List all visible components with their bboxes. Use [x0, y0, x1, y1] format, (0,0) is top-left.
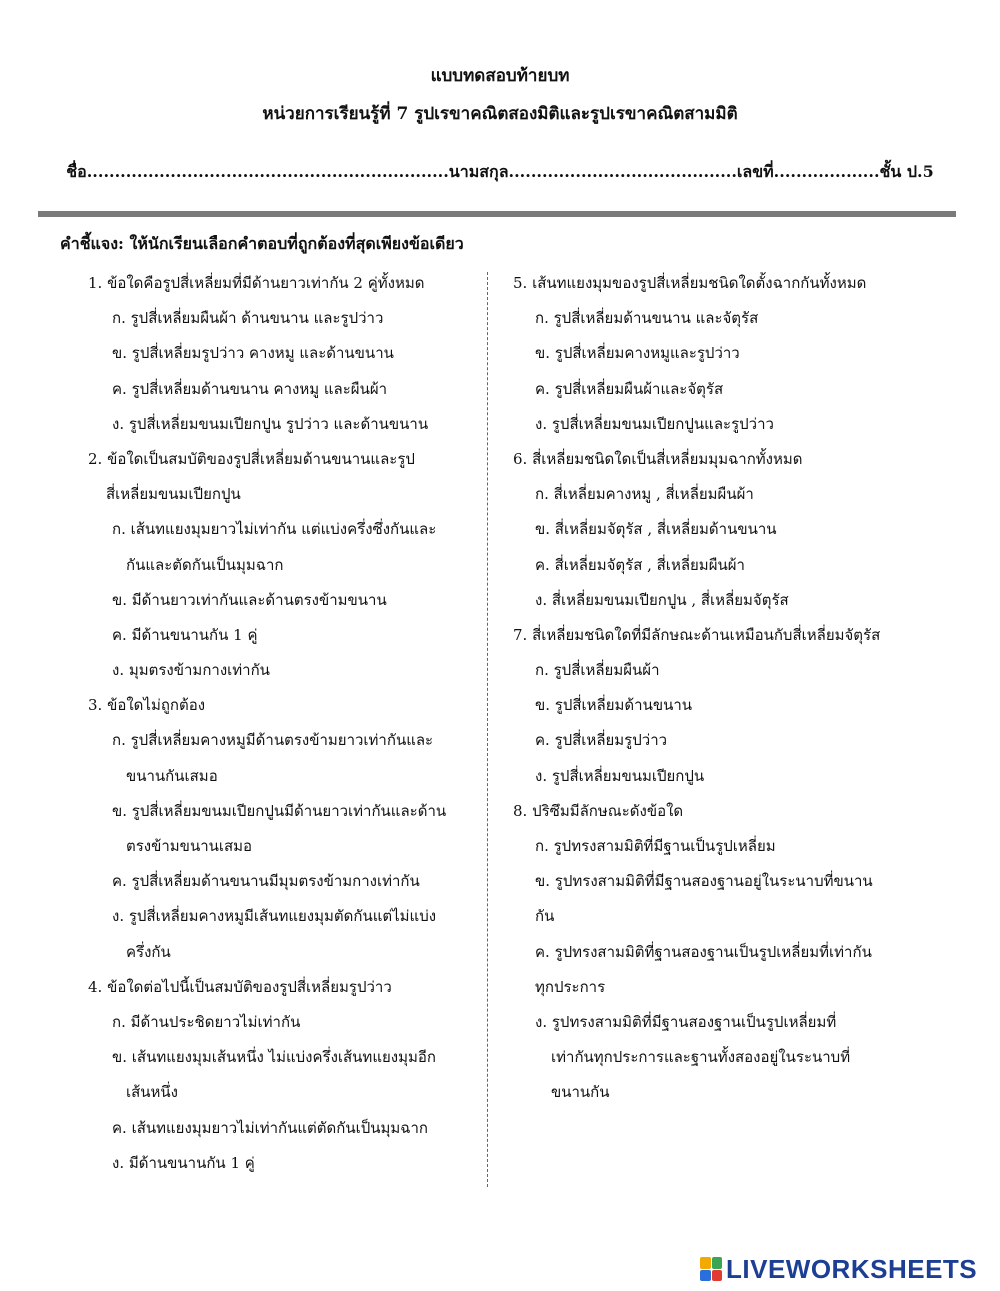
- option-4a[interactable]: ก. มีด้านประชิดยาวไม่เท่ากัน: [112, 1012, 301, 1031]
- worksheet-title: แบบทดสอบท้ายบท: [430, 66, 570, 86]
- option-6b[interactable]: ข. สี่เหลี่ยมจัตุรัส , สี่เหลี่ยมด้านขนาน: [535, 520, 777, 539]
- option-7c[interactable]: ค. รูปสี่เหลี่ยมรูปว่าว: [535, 731, 668, 750]
- option-2a-cont[interactable]: กันและตัดกันเป็นมุมฉาก: [126, 555, 284, 574]
- option-8b[interactable]: ข. รูปทรงสามมิติที่มีฐานสองฐานอยู่ในระนาบที่ขนาน: [535, 872, 873, 891]
- option-8d[interactable]: ง. รูปทรงสามมิติที่มีฐานสองฐานเป็นรูปเหลี่ยมที่: [535, 1012, 837, 1031]
- option-4b[interactable]: ข. เส้นทแยงมุมเส้นหนึ่ง ไม่แบ่งครึ่งเส้นทแยงมุมอีก: [112, 1048, 436, 1067]
- option-4d[interactable]: ง. มีด้านขนานกัน 1 คู่: [112, 1153, 255, 1172]
- option-1b[interactable]: ข. รูปสี่เหลี่ยมรูปว่าว คางหมู และด้านขนาน: [112, 344, 394, 363]
- option-2a[interactable]: ก. เส้นทแยงมุมยาวไม่เท่ากัน แต่แบ่งครึ่งซึ่งกันและ: [112, 520, 437, 539]
- option-4b-cont[interactable]: เส้นหนึ่ง: [126, 1083, 179, 1102]
- option-2b[interactable]: ข. มีด้านยาวเท่ากันและด้านตรงข้ามขนาน: [112, 590, 387, 609]
- instructions: คำชี้แจง: ให้นักเรียนเลือกคำตอบที่ถูกต้องที่สุดเพียงข้อเดียว: [60, 234, 464, 253]
- right-column: [513, 266, 953, 1111]
- option-2d[interactable]: ง. มุมตรงข้ามกางเท่ากัน: [112, 661, 270, 680]
- liveworksheets-logo: [700, 1254, 977, 1284]
- question-2: 2. ข้อใดเป็นสมบัติของรูปสี่เหลี่ยมด้านขนานและรูป: [88, 449, 415, 468]
- option-2c[interactable]: ค. มีด้านขนานกัน 1 คู่: [112, 625, 258, 644]
- option-8d-cont[interactable]: เท่ากันทุกประการและฐานทั้งสองอยู่ในระนาบที่: [551, 1048, 851, 1067]
- option-3a[interactable]: ก. รูปสี่เหลี่ยมคางหมูมีด้านตรงข้ามยาวเท่ากันและ: [112, 731, 434, 750]
- question-3: 3. ข้อใดไม่ถูกต้อง: [88, 696, 206, 715]
- question-1: 1. ข้อใดคือรูปสี่เหลี่ยมที่มีด้านยาวเท่ากัน 2 คู่ทั้งหมด: [88, 274, 425, 292]
- question-6: 6. สี่เหลี่ยมชนิดใดเป็นสี่เหลี่ยมมุมฉากทั้งหมด: [513, 449, 803, 468]
- option-7a[interactable]: ก. รูปสี่เหลี่ยมผืนผ้า: [535, 661, 660, 680]
- option-5a[interactable]: ก. รูปสี่เหลี่ยมด้านขนาน และจัตุรัส: [535, 309, 759, 328]
- option-6d[interactable]: ง. สี่เหลี่ยมขนมเปียกปูน , สี่เหลี่ยมจัตุรัส: [535, 590, 789, 609]
- option-1c[interactable]: ค. รูปสี่เหลี่ยมด้านขนาน คางหมู และผืนผ้า: [112, 379, 388, 398]
- option-4c[interactable]: ค. เส้นทแยงมุมยาวไม่เท่ากันแต่ตัดกันเป็นมุมฉาก: [112, 1118, 429, 1137]
- option-5b[interactable]: ข. รูปสี่เหลี่ยมคางหมูและรูปว่าว: [535, 344, 740, 363]
- option-3a-cont[interactable]: ขนานกันเสมอ: [126, 766, 218, 785]
- option-3b[interactable]: ข. รูปสี่เหลี่ยมขนมเปียกปูนมีด้านยาวเท่ากันและด้าน: [112, 801, 447, 820]
- option-1d[interactable]: ง. รูปสี่เหลี่ยมขนมเปียกปูน รูปว่าว และด้านขนาน: [112, 414, 429, 433]
- option-6c[interactable]: ค. สี่เหลี่ยมจัตุรัส , สี่เหลี่ยมผืนผ้า: [535, 555, 745, 574]
- option-8c-cont[interactable]: ทุกประการ: [535, 977, 606, 996]
- option-8b-cont[interactable]: กัน: [535, 907, 555, 926]
- option-8c[interactable]: ค. รูปทรงสามมิติที่ฐานสองฐานเป็นรูปเหลี่ยมที่เท่ากัน: [535, 942, 872, 961]
- option-7d[interactable]: ง. รูปสี่เหลี่ยมขนมเปียกปูน: [535, 766, 705, 785]
- option-6a[interactable]: ก. สี่เหลี่ยมคางหมู , สี่เหลี่ยมผืนผ้า: [535, 485, 754, 504]
- option-5c[interactable]: ค. รูปสี่เหลี่ยมผืนผ้าและจัตุรัส: [535, 379, 724, 398]
- question-8: 8. ปริซึมมีลักษณะดังข้อใด: [513, 801, 684, 820]
- option-7b[interactable]: ข. รูปสี่เหลี่ยมด้านขนาน: [535, 696, 693, 715]
- left-column: [88, 266, 480, 1181]
- question-5: 5. เส้นทแยงมุมของรูปสี่เหลี่ยมชนิดใดตั้งฉากกันทั้งหมด: [513, 274, 867, 292]
- option-5d[interactable]: ง. รูปสี่เหลี่ยมขนมเปียกปูนและรูปว่าว: [535, 414, 774, 433]
- option-8a[interactable]: ก. รูปทรงสามมิติที่มีฐานเป็นรูปเหลี่ยม: [535, 837, 776, 855]
- logo-text: LIVEWORKSHEETS: [726, 1253, 978, 1284]
- header-divider: [38, 211, 956, 217]
- logo-icon: [700, 1257, 722, 1281]
- question-7: 7. สี่เหลี่ยมชนิดใดที่มีลักษณะด้านเหมือนกับสี่เหลี่ยมจัตุรัส: [513, 625, 881, 644]
- question-4: 4. ข้อใดต่อไปนี้เป็นสมบัติของรูปสี่เหลี่ยมรูปว่าว: [88, 977, 392, 996]
- option-3b-cont[interactable]: ตรงข้ามขนานเสมอ: [126, 837, 253, 855]
- option-8d-cont2[interactable]: ขนานกัน: [551, 1083, 610, 1102]
- column-divider: [487, 272, 488, 1187]
- option-3c[interactable]: ค. รูปสี่เหลี่ยมด้านขนานมีมุมตรงข้ามกางเท่ากัน: [112, 872, 420, 891]
- student-info-line: ชื่อ.................................................................นามสกุล.........................................เลขที่...................ชั้น ป.5: [66, 162, 934, 181]
- option-1a[interactable]: ก. รูปสี่เหลี่ยมผืนผ้า ด้านขนาน และรูปว่าว: [112, 309, 384, 328]
- question-2-cont: สี่เหลี่ยมขนมเปียกปูน: [106, 485, 241, 504]
- option-3d[interactable]: ง. รูปสี่เหลี่ยมคางหมูมีเส้นทแยงมุมตัดกันแต่ไม่แบ่ง: [112, 907, 437, 926]
- option-3d-cont[interactable]: ครึ่งกัน: [126, 942, 171, 961]
- unit-title: หน่วยการเรียนรู้ที่ 7 รูปเรขาคณิตสองมิติและรูปเรขาคณิตสามมิติ: [262, 104, 738, 124]
